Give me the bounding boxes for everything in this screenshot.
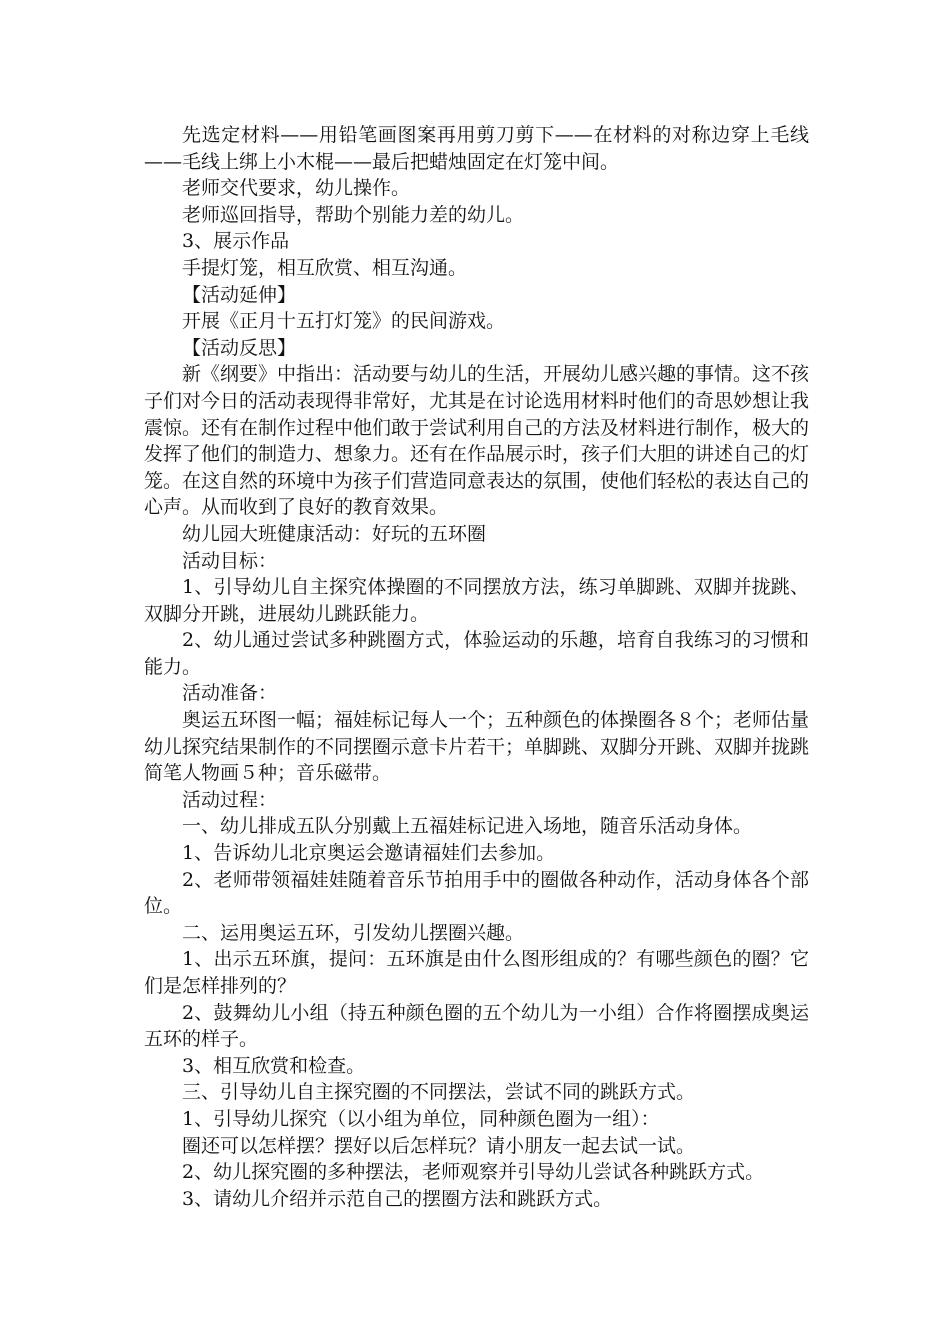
paragraph: 奥运五环图一幅；福娃标记每人一个；五种颜色的体操圈各８个；老师估量幼儿探究结果制作的不同摆圈示意卡片若干；单脚跳、双脚分开跳、双脚并拢跳简笔人物画５种；音乐磁带。 <box>144 709 810 785</box>
paragraph: 2、老师带领福娃娃随着音乐节拍用手中的圈做各种动作，活动身体各个部位。 <box>144 868 809 918</box>
paragraph: 二、运用奥运五环，引发幼儿摆圈兴趣。 <box>182 921 525 944</box>
paragraph: 1、告诉幼儿北京奥运会邀请福娃们去参加。 <box>182 842 556 865</box>
paragraph: 1、出示五环旗，提问：五环旗是由什么图形组成的？有哪些颜色的圈？它们是怎样排列的？ <box>144 948 809 997</box>
paragraph: 先选定材料——用铅笔画图案再用剪刀剪下——在材料的对称边穿上毛线——毛线上绑上小木棍——最后把蜡烛固定在灯笼中间。 <box>144 124 809 173</box>
paragraph: 1、引导幼儿探究（以小组为单位，同种颜色圈为一组）： <box>182 1107 660 1130</box>
paragraph: 2、鼓舞幼儿小组（持五种颜色圈的五个幼儿为一小组）合作将圈摆成奥运五环的样子。 <box>144 1001 809 1051</box>
section-heading: 3、展示作品 <box>182 230 290 253</box>
paragraph: 老师巡回指导，帮助个别能力差的幼儿。 <box>182 203 525 226</box>
paragraph: 2、幼儿探究圈的多种摆法，老师观察并引导幼儿尝试各种跳跃方式。 <box>182 1161 765 1184</box>
section-heading: 活动过程： <box>182 788 278 811</box>
paragraph: 新《纲要》中指出：活动要与幼儿的生活，开展幼儿感兴趣的事情。这不孩子们对今日的活动表现得非常好，尤其是在讨论选用材料时他们的奇思妙想让我震惊。还有在制作过程中他们敢于尝试利用自己的方法及材料进行制作，极大的发挥了他们的制造力、想象力。还有在作品展示时，孩子们大胆的讲述自己的灯笼。在这自然的环境中为孩子们营造同意表达的氛围，使他们轻松的表达自己的心声。从而收到了良好的教育效果。 <box>144 363 810 519</box>
paragraph: 开展《正月十五打灯笼》的民间游戏。 <box>182 310 506 333</box>
section-heading: 【活动延伸】 <box>182 283 297 306</box>
section-heading: 活动目标： <box>182 549 278 572</box>
section-heading: 【活动反思】 <box>182 336 297 359</box>
document-body <box>144 122 809 1212</box>
section-heading: 活动准备： <box>182 682 278 705</box>
paragraph: 3、相互欣赏和检查。 <box>182 1054 366 1077</box>
paragraph: 手提灯笼，相互欣赏、相互沟通。 <box>182 256 468 279</box>
paragraph: 3、请幼儿介绍并示范自己的摆圈方法和跳跃方式。 <box>182 1187 613 1210</box>
document-title: 幼儿园大班健康活动：好玩的五环圈 <box>182 522 487 545</box>
paragraph: 三、引导幼儿自主探究圈的不同摆法，尝试不同的跳跃方式。 <box>182 1081 696 1104</box>
paragraph: 一、幼儿排成五队分别戴上五福娃标记进入场地，随音乐活动身体。 <box>182 815 753 838</box>
paragraph: 1、引导幼儿自主探究体操圈的不同摆放方法，练习单脚跳、双脚并拢跳、双脚分开跳，进展幼儿跳跃能力。 <box>144 576 809 625</box>
paragraph: 老师交代要求，幼儿操作。 <box>182 177 411 200</box>
paragraph: 圈还可以怎样摆？摆好以后怎样玩？请小朋友一起去试一试。 <box>182 1134 696 1157</box>
paragraph: 2、幼儿通过尝试多种跳圈方式，体验运动的乐趣，培育自我练习的习惯和能力。 <box>144 629 809 678</box>
